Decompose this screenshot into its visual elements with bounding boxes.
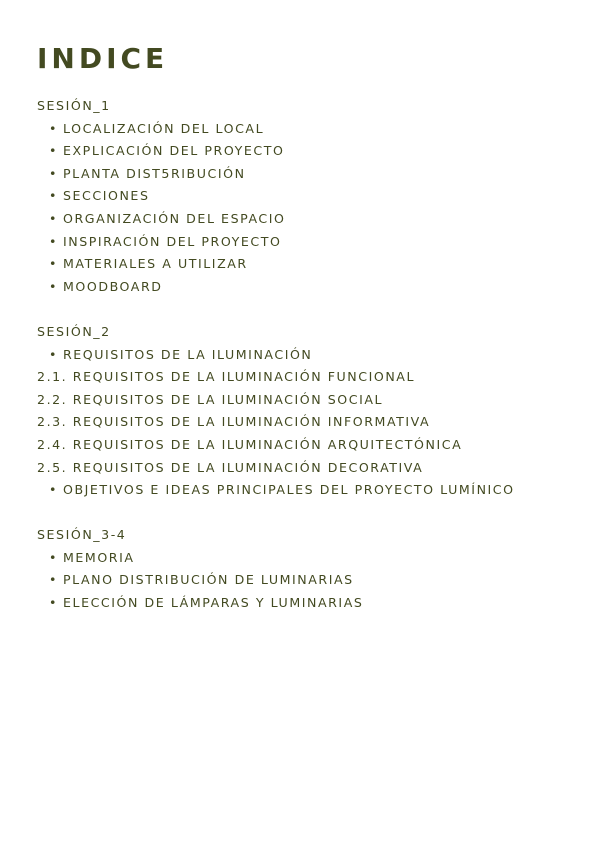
bullet-item: • ORGANIZACIÓN DEL ESPACIO <box>37 208 597 231</box>
numbered-item: 2.5. REQUISITOS DE LA ILUMINACIÓN DECORATIVA <box>37 459 424 475</box>
section-heading: SESIÓN_2 <box>37 323 111 339</box>
numbered-item: 2.3. REQUISITOS DE LA ILUMINACIÓN INFORMATIVA <box>37 414 431 430</box>
bullet-item: • PLANO DISTRIBUCIÓN DE LUMINARIAS <box>37 569 597 592</box>
bullet-item: • MOODBOARD <box>37 276 597 299</box>
numbered-item: 2.4. REQUISITOS DE LA ILUMINACIÓN ARQUITECTÓNICA <box>37 436 463 452</box>
section-heading: SESIÓN_3-4 <box>37 527 127 543</box>
bullet-item: • LOCALIZACIÓN DEL LOCAL <box>37 118 597 141</box>
numbered-item: 2.1. REQUISITOS DE LA ILUMINACIÓN FUNCIONAL <box>37 369 416 385</box>
bullet-item: • PLANTA DIST5RIBUCIÓN <box>37 163 597 186</box>
bullet-item: • EXPLICACIÓN DEL PROYECTO <box>37 140 597 163</box>
numbered-item: 2.2. REQUISITOS DE LA ILUMINACIÓN SOCIAL <box>37 391 384 407</box>
section-spacer <box>37 502 597 525</box>
bullet-item: • REQUISITOS DE LA ILUMINACIÓN <box>37 344 597 367</box>
section-spacer <box>37 298 597 321</box>
bullet-item: • SECCIONES <box>37 185 597 208</box>
section-heading: SESIÓN_1 <box>37 98 111 113</box>
bullet-item: • ELECCIÓN DE LÁMPARAS Y LUMINARIAS <box>37 592 597 615</box>
index-list <box>37 95 597 615</box>
bullet-item: • MATERIALES A UTILIZAR <box>37 253 597 276</box>
page-title: INDICE <box>37 42 169 75</box>
bullet-item: • INSPIRACIÓN DEL PROYECTO <box>37 231 597 254</box>
bullet-item: • OBJETIVOS E IDEAS PRINCIPALES DEL PROYECTO LUMÍNICO <box>37 479 597 502</box>
bullet-item: • MEMORIA <box>37 547 597 570</box>
